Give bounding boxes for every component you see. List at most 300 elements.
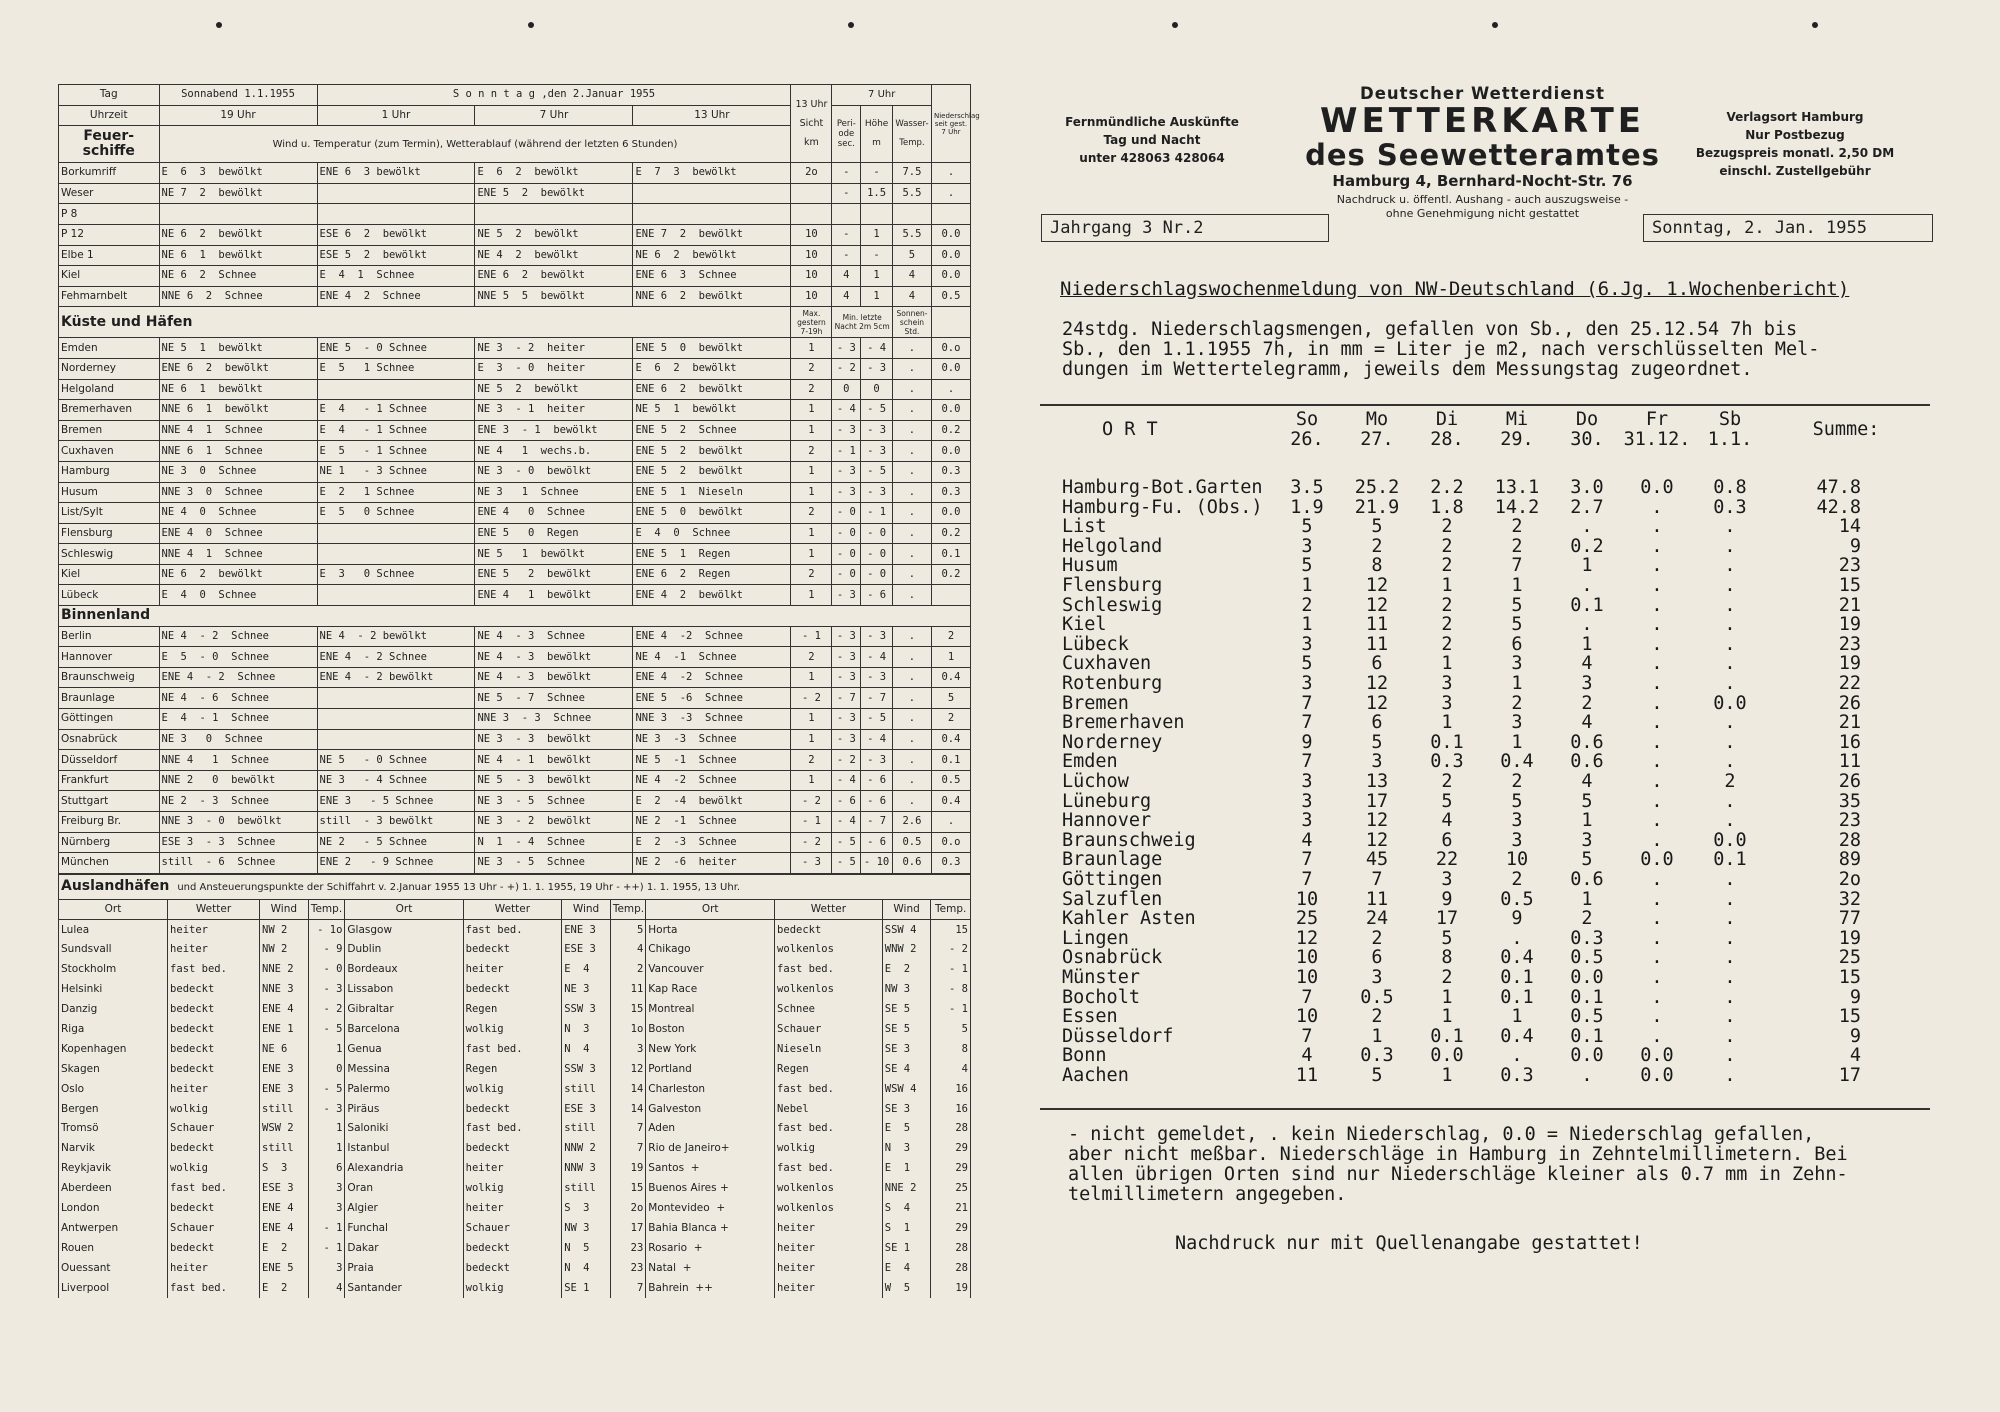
station-row [59, 750, 971, 771]
port-value: bedeckt [168, 1139, 260, 1159]
precip-value: . [1651, 653, 1663, 675]
precip-value: . [1724, 516, 1736, 538]
precip-value: 9 [1849, 1025, 1861, 1047]
uhrzeit-label: Uhrzeit [59, 105, 160, 126]
precip-value: 6 [1371, 653, 1383, 675]
table-rule-top [1040, 404, 1930, 406]
value-cell: . [892, 750, 931, 771]
station-row [59, 688, 971, 709]
port-value: SE 5 [882, 1020, 931, 1040]
station-row [59, 729, 971, 750]
precip-value: 5 [1371, 516, 1383, 538]
value-cell: 0.1 [931, 750, 970, 771]
nachdruck-note: Nachdruck nur mit Quellenangabe gestattet! [1175, 1233, 1643, 1254]
footnote-line: telmillimetern angegeben. [1068, 1184, 1347, 1205]
port-temp: 29 [931, 1159, 971, 1179]
precip-column-header: Do [1575, 409, 1599, 430]
precip-row [1062, 694, 1922, 714]
port-value: bedeckt [168, 1238, 260, 1258]
time-19: 19 Uhr [159, 105, 317, 126]
precip-value: 0.1 [1500, 986, 1534, 1008]
precip-value: . [1581, 575, 1593, 596]
port-value: Regen [463, 1000, 562, 1020]
port-name: Skagen [59, 1059, 168, 1079]
port-temp: 14 [610, 1099, 645, 1119]
port-temp: - 5 [308, 1020, 345, 1040]
value-cell: 1 [791, 709, 832, 730]
precip-value: 9 [1849, 535, 1861, 557]
observation-cell: E 5 - 0 Schnee [159, 647, 317, 668]
station-name: Braunlage [59, 688, 160, 709]
precip-row [1062, 792, 1922, 812]
precip-station: Kiel [1062, 614, 1107, 636]
value-cell: 1 [791, 523, 832, 544]
station-name: Weser [59, 183, 160, 204]
precip-value: . [1724, 908, 1736, 930]
observation-cell: E 6 2 bewölkt [475, 163, 633, 184]
port-value: N 3 [562, 1020, 611, 1040]
precip-value: 17 [1838, 1065, 1861, 1086]
observation-cell: E 6 2 bewölkt [633, 358, 791, 379]
value-cell: . [931, 183, 970, 204]
precip-value: 0.1 [1500, 967, 1534, 988]
precip-value: 0.4 [1500, 1025, 1534, 1047]
port-name: Danzig [59, 1000, 168, 1020]
precip-value: 77 [1838, 908, 1861, 930]
port-name: Vancouver [646, 960, 775, 980]
port-name: Sundsvall [59, 940, 168, 960]
port-value: bedeckt [463, 1258, 562, 1278]
port-row [59, 960, 971, 980]
precip-value: . [1724, 927, 1736, 949]
precip-station: Salzuflen [1062, 888, 1163, 910]
precip-value: 1 [1511, 1006, 1523, 1028]
value-cell: - 2 [832, 750, 861, 771]
precip-value: 3 [1511, 653, 1523, 675]
observation-cell: E 4 0 Schnee [159, 585, 317, 606]
station-row [59, 461, 971, 482]
value-cell: 1 [791, 482, 832, 503]
value-cell: 10 [791, 286, 832, 307]
observation-cell: ENE 3 - 1 bewölkt [475, 420, 633, 441]
observation-cell: NNE 4 1 Schnee [159, 420, 317, 441]
observation-cell: NE 4 - 6 Schnee [159, 688, 317, 709]
precip-value: . [1724, 986, 1736, 1008]
station-row [59, 544, 971, 565]
precip-value: 0.1 [1430, 731, 1464, 753]
observation-cell: NE 4 -1 Schnee [633, 647, 791, 668]
precip-value: 0.3 [1500, 1065, 1534, 1086]
precip-value: 2o [1838, 869, 1861, 890]
port-name: Rouen [59, 1238, 168, 1258]
port-row [59, 1238, 971, 1258]
precip-value: 3 [1581, 829, 1593, 851]
precip-station: Helgoland [1062, 535, 1163, 557]
precip-value: 3 [1301, 673, 1313, 694]
precip-row [1062, 1066, 1922, 1086]
observation-cell: NNE 6 1 bewölkt [159, 400, 317, 421]
precip-value: . [1651, 575, 1663, 596]
station-name: Bremerhaven [59, 400, 160, 421]
precip-value: 3 [1441, 692, 1453, 714]
value-cell: - 0 [832, 544, 861, 565]
precip-value: . [1724, 614, 1736, 636]
port-temp: - 2 [931, 940, 971, 960]
port-row [59, 1159, 971, 1179]
precip-value: 0.5 [1570, 1006, 1604, 1028]
value-cell: - 2 [791, 688, 832, 709]
value-cell [832, 204, 861, 225]
precip-value: 12 [1365, 810, 1389, 832]
column-header-ort: Ort [345, 899, 463, 920]
port-name: Saloniki [345, 1119, 463, 1139]
station-name: Göttingen [59, 709, 160, 730]
port-name: Bahrein ++ [646, 1278, 775, 1298]
port-row [59, 1099, 971, 1119]
station-name: Helgoland [59, 379, 160, 400]
value-cell: . [892, 441, 931, 462]
port-value: Regen [463, 1059, 562, 1079]
port-temp: 16 [931, 1079, 971, 1099]
port-value: S 4 [882, 1199, 931, 1219]
header-row [59, 105, 971, 126]
precip-value: 5 [1301, 653, 1313, 675]
value-cell: - 3 [861, 358, 893, 379]
precip-value: 5 [1371, 1065, 1383, 1086]
value-cell: 5 [892, 245, 931, 266]
port-value: heiter [463, 960, 562, 980]
tag-label: Tag [59, 85, 160, 106]
port-value: SSW 3 [562, 1000, 611, 1020]
value-cell: - 4 [861, 338, 893, 359]
precip-value: . [1651, 986, 1663, 1008]
port-name: Lulea [59, 920, 168, 940]
value-cell: - 3 [861, 750, 893, 771]
port-value: still [260, 1139, 309, 1159]
observation-cell: ESE 6 2 bewölkt [317, 224, 475, 245]
value-cell: 2 [791, 503, 832, 524]
contact-line: Tag und Nacht [1103, 133, 1201, 147]
observation-cell: NE 4 - 2 Schnee [159, 626, 317, 647]
precip-column-header: 28. [1430, 429, 1464, 450]
precip-value: . [1724, 947, 1736, 969]
port-value: SE 1 [562, 1278, 611, 1298]
station-row [59, 667, 971, 688]
precip-value: 21.9 [1354, 496, 1400, 518]
precip-row [1062, 733, 1922, 753]
precip-value: 5 [1301, 516, 1313, 538]
precip-value: . [1651, 496, 1663, 518]
station-row [59, 420, 971, 441]
precip-value: 0.4 [1500, 947, 1534, 969]
precip-value: 0.3 [1430, 751, 1464, 773]
precip-value: 1 [1441, 653, 1453, 675]
precip-header-row [1062, 430, 1922, 450]
precip-value: 7 [1301, 849, 1313, 871]
port-row [59, 1059, 971, 1079]
port-name: Montevideo + [646, 1199, 775, 1219]
observation-cell: ENE 5 2 Schnee [633, 420, 791, 441]
precip-value: 8 [1441, 947, 1453, 969]
port-name: Praia [345, 1258, 463, 1278]
precip-value: 6 [1371, 712, 1383, 734]
punch-dot [528, 22, 534, 28]
value-cell: 0.5 [892, 832, 931, 853]
precip-value: . [1651, 829, 1663, 851]
precip-row [1062, 968, 1922, 988]
observation-cell [317, 688, 475, 709]
precip-value: 35 [1838, 790, 1861, 812]
precip-value: 0.0 [1430, 1045, 1464, 1067]
observation-cell: NNE 5 5 bewölkt [475, 286, 633, 307]
punch-dot [848, 22, 854, 28]
precip-station: Hamburg-Fu. (Obs.) [1062, 496, 1263, 518]
port-temp: 1 [308, 1039, 345, 1059]
precip-value: 3.5 [1290, 477, 1324, 498]
port-value: bedeckt [463, 940, 562, 960]
jahrgang-box: Jahrgang 3 Nr.2 [1041, 214, 1329, 242]
port-value: SSW 4 [882, 920, 931, 940]
observation-cell: NNE 6 2 Schnee [159, 286, 317, 307]
section-row [59, 307, 971, 338]
port-name: Tromsö [59, 1119, 168, 1139]
observation-cell: NE 3 - 3 bewölkt [475, 729, 633, 750]
punch-dot [1492, 22, 1498, 28]
precip-value: 23 [1838, 810, 1861, 832]
observation-cell: NE 3 - 4 Schnee [317, 770, 475, 791]
precip-column-header: Mi [1505, 409, 1529, 430]
observation-cell: NE 4 0 Schnee [159, 503, 317, 524]
precip-value: 7 [1511, 555, 1523, 577]
observation-cell: NE 4 -2 Schnee [633, 770, 791, 791]
port-name: London [59, 1199, 168, 1219]
observation-cell: NE 3 0 Schnee [159, 461, 317, 482]
port-value: SE 1 [882, 1238, 931, 1258]
port-value: wolkig [168, 1159, 260, 1179]
value-cell: 0.3 [931, 482, 970, 503]
port-row [59, 1079, 971, 1099]
station-row [59, 379, 971, 400]
precip-station: Bremen [1062, 692, 1129, 714]
precip-value: 1 [1511, 731, 1523, 753]
station-row [59, 286, 971, 307]
port-temp: 16 [931, 1099, 971, 1119]
port-temp: 4 [610, 940, 645, 960]
precip-station: Rotenburg [1062, 673, 1163, 694]
value-cell: . [892, 647, 931, 668]
precip-value: 2 [1371, 927, 1383, 949]
port-temp: 17 [610, 1218, 645, 1238]
punch-dot [216, 22, 222, 28]
observation-cell: ENE 3 - 5 Schnee [317, 791, 475, 812]
wind-description: Wind u. Temperatur (zum Termin), Wetterablauf (während der letzten 6 Stunden) [159, 126, 791, 163]
publisher-info [1695, 108, 1895, 180]
observation-cell [633, 183, 791, 204]
notice-line: Nachdruck u. öffentl. Aushang - auch auszugsweise - [1336, 193, 1629, 206]
observation-cell: NE 3 1 Schnee [475, 482, 633, 503]
observation-cell: E 7 3 bewölkt [633, 163, 791, 184]
value-cell: - 3 [832, 420, 861, 441]
station-row [59, 400, 971, 421]
precip-station: Husum [1062, 555, 1118, 577]
port-value: NW 2 [260, 920, 309, 940]
precip-value: . [1724, 633, 1736, 655]
precip-station: Schleswig [1062, 594, 1163, 616]
station-name: Kiel [59, 564, 160, 585]
observation-cell: ENE 5 - 0 Schnee [317, 338, 475, 359]
value-cell: . [892, 400, 931, 421]
precip-value: 4 [1581, 712, 1593, 734]
port-name: Helsinki [59, 980, 168, 1000]
value-cell: - 10 [861, 853, 893, 874]
value-cell: - 2 [791, 832, 832, 853]
precip-value: 5 [1581, 849, 1593, 871]
footnote [1068, 1125, 1848, 1205]
station-name: P 12 [59, 224, 160, 245]
port-value: ENE 4 [260, 1000, 309, 1020]
observation-cell: ENE 5 0 bewölkt [633, 503, 791, 524]
port-value: Schnee [775, 1000, 883, 1020]
precip-column-header: Sb [1718, 409, 1742, 430]
port-temp: 3 [610, 1039, 645, 1059]
precip-value: 7 [1301, 986, 1313, 1008]
observation-cell: NE 4 2 bewölkt [475, 245, 633, 266]
value-cell: 4 [892, 266, 931, 287]
port-value: heiter [775, 1258, 883, 1278]
precip-value: . [1651, 967, 1663, 988]
value-cell: 10 [791, 224, 832, 245]
precip-value: 15 [1838, 1006, 1861, 1028]
precip-value: 19 [1838, 614, 1861, 636]
observation-cell: E 2 1 Schnee [317, 482, 475, 503]
precip-value: 3 [1301, 771, 1313, 792]
value-cell: - 3 [832, 482, 861, 503]
port-temp: - 5 [308, 1079, 345, 1099]
precip-station: Lüchow [1062, 771, 1129, 792]
precip-value: . [1651, 594, 1663, 616]
station-name: Lübeck [59, 585, 160, 606]
observation-cell: NE 2 -6 heiter [633, 853, 791, 874]
precip-column-header: Summe: [1812, 419, 1880, 440]
station-name: Schleswig [59, 544, 160, 565]
precip-station: Kahler Asten [1062, 908, 1196, 930]
value-cell: - [861, 245, 893, 266]
port-value: Schauer [463, 1218, 562, 1238]
station-row [59, 564, 971, 585]
precip-value: 0.1 [1430, 1025, 1464, 1047]
port-name: Narvik [59, 1139, 168, 1159]
port-value: N 4 [562, 1258, 611, 1278]
port-temp: 7 [610, 1119, 645, 1139]
port-temp: 0 [308, 1059, 345, 1079]
station-row [59, 183, 971, 204]
precip-value: 42.8 [1816, 496, 1861, 518]
value-cell [892, 204, 931, 225]
port-value: E 2 [882, 960, 931, 980]
precip-station: Braunlage [1062, 849, 1163, 871]
title-seewetteramt: des Seewetteramtes [1305, 138, 1660, 172]
observation-cell: ENE 5 0 bewölkt [633, 338, 791, 359]
masthead [1305, 84, 1660, 221]
precip-value: 1 [1371, 1025, 1383, 1047]
observation-cell: NE 6 1 bewölkt [159, 245, 317, 266]
precip-value: 10 [1295, 888, 1319, 910]
column-header-ort: Ort [59, 899, 168, 920]
contact-line: unter 428063 428064 [1079, 151, 1225, 165]
column-header-wetter: Wetter [775, 899, 883, 920]
port-value: NNE 2 [260, 960, 309, 980]
observation-cell: ENE 4 -2 Schnee [633, 667, 791, 688]
value-cell: 1 [791, 338, 832, 359]
value-cell [791, 183, 832, 204]
niederschlag-header: Niederschlag seit gest. 7 Uhr [931, 85, 970, 163]
value-cell: - 3 [832, 647, 861, 668]
port-value: bedeckt [463, 1238, 562, 1258]
port-value: bedeckt [168, 1059, 260, 1079]
value-cell: - 3 [861, 667, 893, 688]
observation-cell: NE 4 - 3 bewölkt [475, 647, 633, 668]
precip-row [1062, 909, 1922, 929]
min-header: Min. letzte Nacht 2m 5cm [832, 307, 893, 338]
value-cell: 2 [791, 647, 832, 668]
precip-value: 0.3 [1360, 1045, 1394, 1067]
precip-value: 12 [1295, 927, 1319, 949]
precip-station: Lübeck [1062, 633, 1129, 655]
port-value: ENE 1 [260, 1020, 309, 1040]
precip-value: 4 [1581, 653, 1593, 675]
station-name: Cuxhaven [59, 441, 160, 462]
port-value: fast bed. [168, 960, 260, 980]
contact-info [1052, 113, 1252, 167]
precip-value: 0.4 [1500, 751, 1534, 773]
value-cell: 0.0 [931, 358, 970, 379]
port-temp: - 1o [308, 920, 345, 940]
value-cell: 2 [791, 358, 832, 379]
port-value: fast bed. [168, 1278, 260, 1298]
port-value: ENE 3 [562, 920, 611, 940]
port-name: Dublin [345, 940, 463, 960]
precip-value: 25 [1295, 908, 1319, 930]
sunday-label: S o n n t a g ,den 2.Januar 1955 [317, 85, 791, 106]
precip-value: 21 [1838, 594, 1861, 616]
port-value: NW 2 [260, 940, 309, 960]
precip-value: 2.2 [1430, 477, 1464, 498]
port-value: WNW 2 [882, 940, 931, 960]
observation-cell: ENE 4 1 bewölkt [475, 585, 633, 606]
station-name: Kiel [59, 266, 160, 287]
value-cell: - 0 [832, 523, 861, 544]
observation-cell: ENE 6 2 Regen [633, 564, 791, 585]
precip-value: 0.5 [1570, 947, 1604, 969]
port-name: Piräus [345, 1099, 463, 1119]
value-cell: 0.4 [931, 729, 970, 750]
observation-cell: NE 3 - 5 Schnee [475, 853, 633, 874]
precip-row [1062, 988, 1922, 1008]
precip-value: 3 [1441, 673, 1453, 694]
value-cell: - 6 [861, 770, 893, 791]
value-cell: - 0 [832, 503, 861, 524]
port-value: SE 3 [882, 1039, 931, 1059]
precip-value: 5 [1371, 731, 1383, 753]
port-value: wolkig [463, 1020, 562, 1040]
observation-cell: NE 5 -1 Schnee [633, 750, 791, 771]
port-value: SE 5 [882, 1000, 931, 1020]
port-value: still [260, 1099, 309, 1119]
observation-cell: NNE 4 1 Schnee [159, 544, 317, 565]
precip-value: . [1651, 673, 1663, 694]
port-row [59, 1199, 971, 1219]
precip-value: . [1724, 1025, 1736, 1047]
